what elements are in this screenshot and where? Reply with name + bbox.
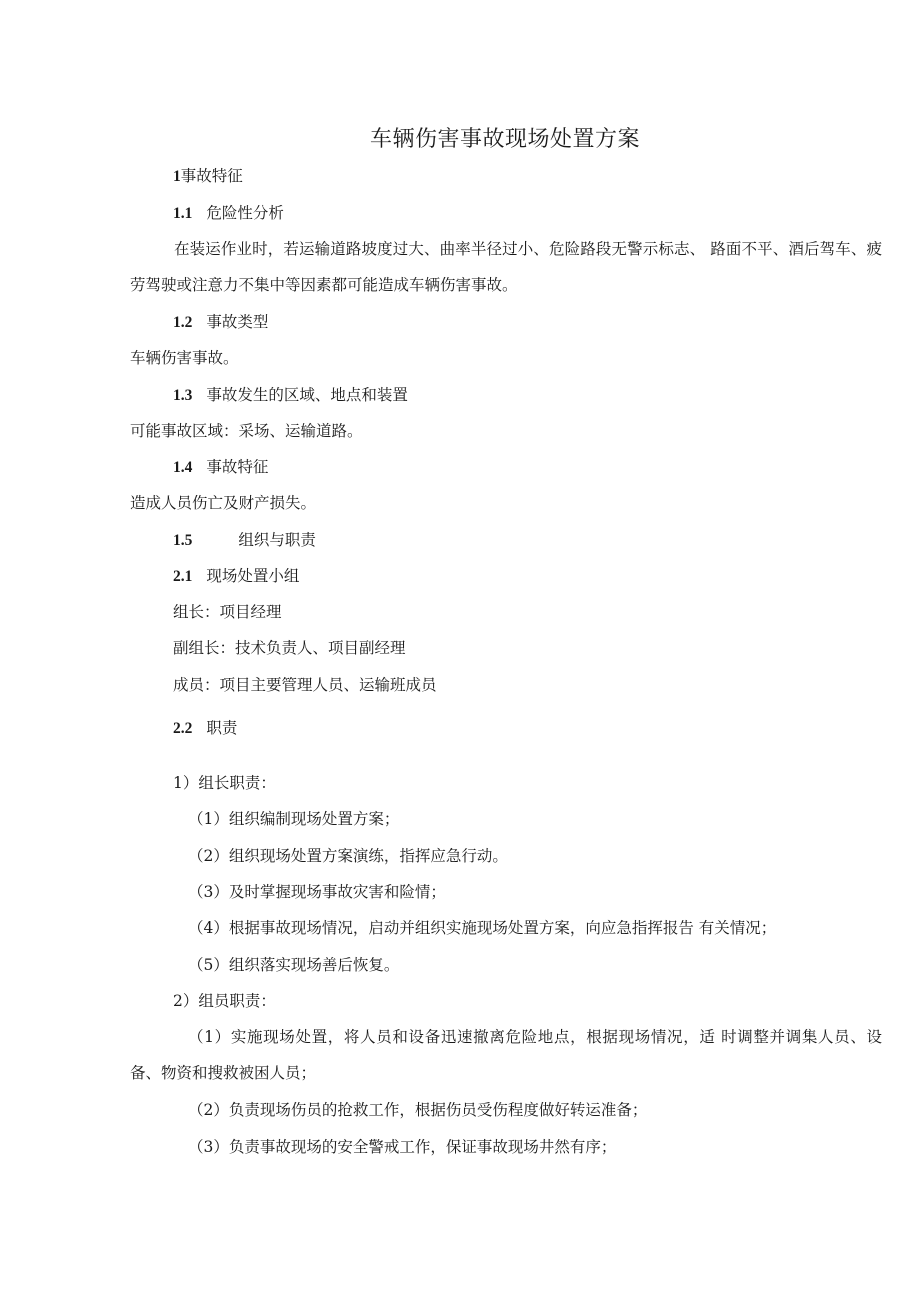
section-2-2-heading [173, 717, 237, 740]
section-number: 1.3 [173, 387, 193, 404]
section-1-2-heading [173, 311, 268, 334]
section-number: 1.4 [173, 459, 193, 476]
section-number: 2.1 [173, 568, 193, 585]
section-1-2-body: 车辆伤害事故。 [130, 349, 239, 367]
member-duty-item: （1）实施现场处置，将人员和设备迅速撤离危险地点，根据现场情况，适 时调整并调集人员、设备、物资和搜救被困人员； [130, 1028, 882, 1082]
leader-duty-item: （2）组织现场处置方案演练，指挥应急行动。 [188, 847, 508, 865]
member-duties-heading: 2）组员职责： [173, 992, 276, 1010]
member-duty-item: （3）负责事故现场的安全警戒工作，保证事故现场井然有序； [188, 1138, 617, 1156]
team-leader-line: 组长：项目经理 [173, 603, 282, 621]
section-number: 1.1 [173, 205, 193, 222]
leader-duty-item: （4）根据事故现场情况，启动并组织实施现场处置方案，向应急指挥报告 有关情况； [188, 919, 777, 937]
section-number: 1 [173, 168, 181, 185]
section-1-5-heading [173, 529, 316, 552]
section-title: 事故特征 [180, 167, 243, 185]
team-deputy-line: 副组长：技术负责人、项目副经理 [173, 639, 406, 657]
section-title: 事故特征 [206, 458, 269, 476]
section-1-3-body: 可能事故区域：采场、运输道路。 [130, 422, 363, 440]
leader-duty-item: （5）组织落实现场善后恢复。 [188, 956, 400, 974]
leader-duty-item: （3）及时掌握现场事故灾害和险情； [188, 883, 446, 901]
section-title: 组织与职责 [238, 531, 316, 549]
section-2-1-heading [173, 565, 299, 588]
section-1-1-heading [173, 202, 284, 225]
section-number: 1.5 [173, 532, 193, 549]
section-title: 事故发生的区域、地点和装置 [206, 386, 408, 404]
leader-duty-item: （1）组织编制现场处置方案； [188, 810, 400, 828]
section-number: 2.2 [173, 720, 193, 737]
section-title: 事故类型 [206, 313, 269, 331]
section-number: 1.2 [173, 314, 193, 331]
section-title: 危险性分析 [206, 204, 284, 222]
section-1-4-heading [173, 456, 268, 479]
section-1-3-heading [173, 384, 408, 407]
member-duty-item: （2）负责现场伤员的抢救工作，根据伤员受伤程度做好转运准备； [188, 1101, 648, 1119]
team-members-line: 成员：项目主要管理人员、运输班成员 [173, 676, 437, 694]
section-title: 职责 [206, 719, 238, 737]
section-1-1-body: 在装运作业时，若运输道路坡度过大、曲率半径过小、危险路段无警示标志、 路面不平、酒后驾车、疲劳驾驶或注意力不集中等因素都可能造成车辆伤害事故。 [130, 240, 882, 294]
section-1-4-body: 造成人员伤亡及财产损失。 [130, 494, 317, 512]
leader-duties-heading: 1）组长职责： [173, 774, 276, 792]
section-title: 现场处置小组 [206, 567, 300, 585]
section-1-heading [173, 165, 243, 188]
document-title: 车辆伤害事故现场处置方案 [369, 127, 640, 152]
